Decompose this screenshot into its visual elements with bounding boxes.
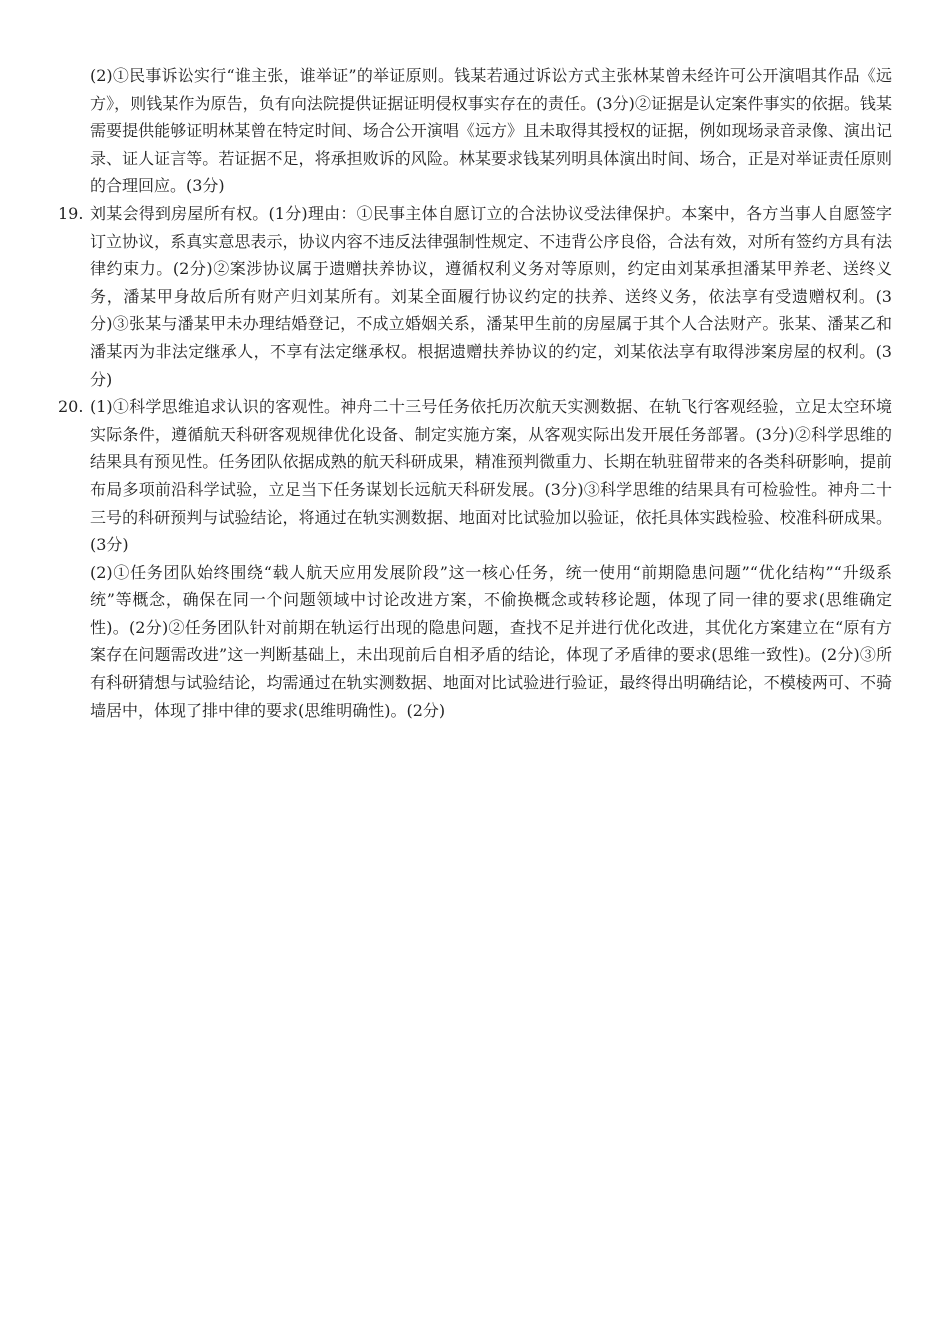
answer-paragraph: (1)①科学思维追求认识的客观性。神舟二十三号任务依托历次航天实测数据、在轨飞行客观经验，立足太空环境实际条件，遵循航天科研客观规律优化设备、制定实施方案，从客观实际出发开展任务部署。(3分)②科学思维的结果具有预见性。任务团队依据成熟的航天科研成果，精准预判微重力、长期在轨驻留带来的各类科研影响，提前布局多项前沿科学试验，立足当下任务谋划长远航天科研发展。(3分)③科学思维的结果具有可检验性。神舟二十三号的科研预判与试验结论，将通过在轨实测数据、地面对比试验加以验证，依托具体实践检验、校准科研成果。(3分) <box>90 397 892 555</box>
question-number: 20. <box>58 397 84 417</box>
answer-18-part-2 <box>58 62 892 200</box>
answer-sheet <box>58 62 892 724</box>
answer-paragraph: (2)①任务团队始终围绕“载人航天应用发展阶段”这一核心任务，统一使用“前期隐患问题”“优化结构”“升级系统”等概念，确保在同一个问题领域中讨论改进方案，不偷换概念或转移论题，体现了同一律的要求(思维确定性)。(2分)②任务团队针对前期在轨运行出现的隐患问题，查找不足并进行优化改进，其优化方案建立在“原有方案存在问题需改进”这一判断基础上，未出现前后自相矛盾的结论，体现了矛盾律的要求(思维一致性)。(2分)③所有科研猜想与试验结论，均需通过在轨实测数据、地面对比试验进行验证，最终得出明确结论，不模棱两可、不骑墙居中，体现了排中律的要求(思维明确性)。(2分) <box>90 562 892 720</box>
answer-paragraph: (2)①民事诉讼实行“谁主张，谁举证”的举证原则。钱某若通过诉讼方式主张林某曾未经许可公开演唱其作品《远方》，则钱某作为原告，负有向法院提供证据证明侵权事实存在的责任。(3分)②证据是认定案件事实的依据。钱某需要提供能够证明林某曾在特定时间、场合公开演唱《远方》且未取得其授权的证据，例如现场录音录像、演出记录、证人证言等。若证据不足，将承担败诉的风险。林某要求钱某列明具体演出时间、场合，正是对举证责任原则的合理回应。(3分) <box>90 66 892 196</box>
question-number: 19. <box>58 203 84 223</box>
answer-20 <box>58 393 892 724</box>
answer-paragraph: 刘某会得到房屋所有权。(1分)理由：①民事主体自愿订立的合法协议受法律保护。本案中，各方当事人自愿签字订立协议，系真实意思表示，协议内容不违反法律强制性规定、不违背公序良俗，合法有效，对所有签约方具有法律约束力。(2分)②案涉协议属于遗赠扶养协议，遵循权利义务对等原则，约定由刘某承担潘某甲养老、送终义务，潘某甲身故后所有财产归刘某所有。刘某全面履行协议约定的扶养、送终义务，依法享有受遗赠权利。(3分)③张某与潘某甲未办理结婚登记，不成立婚姻关系，潘某甲生前的房屋属于其个人合法财产。张某、潘某乙和潘某丙为非法定继承人，不享有法定继承权。根据遗赠扶养协议的约定，刘某依法享有取得涉案房屋的权利。(3分) <box>90 203 892 389</box>
answer-19 <box>58 200 892 393</box>
